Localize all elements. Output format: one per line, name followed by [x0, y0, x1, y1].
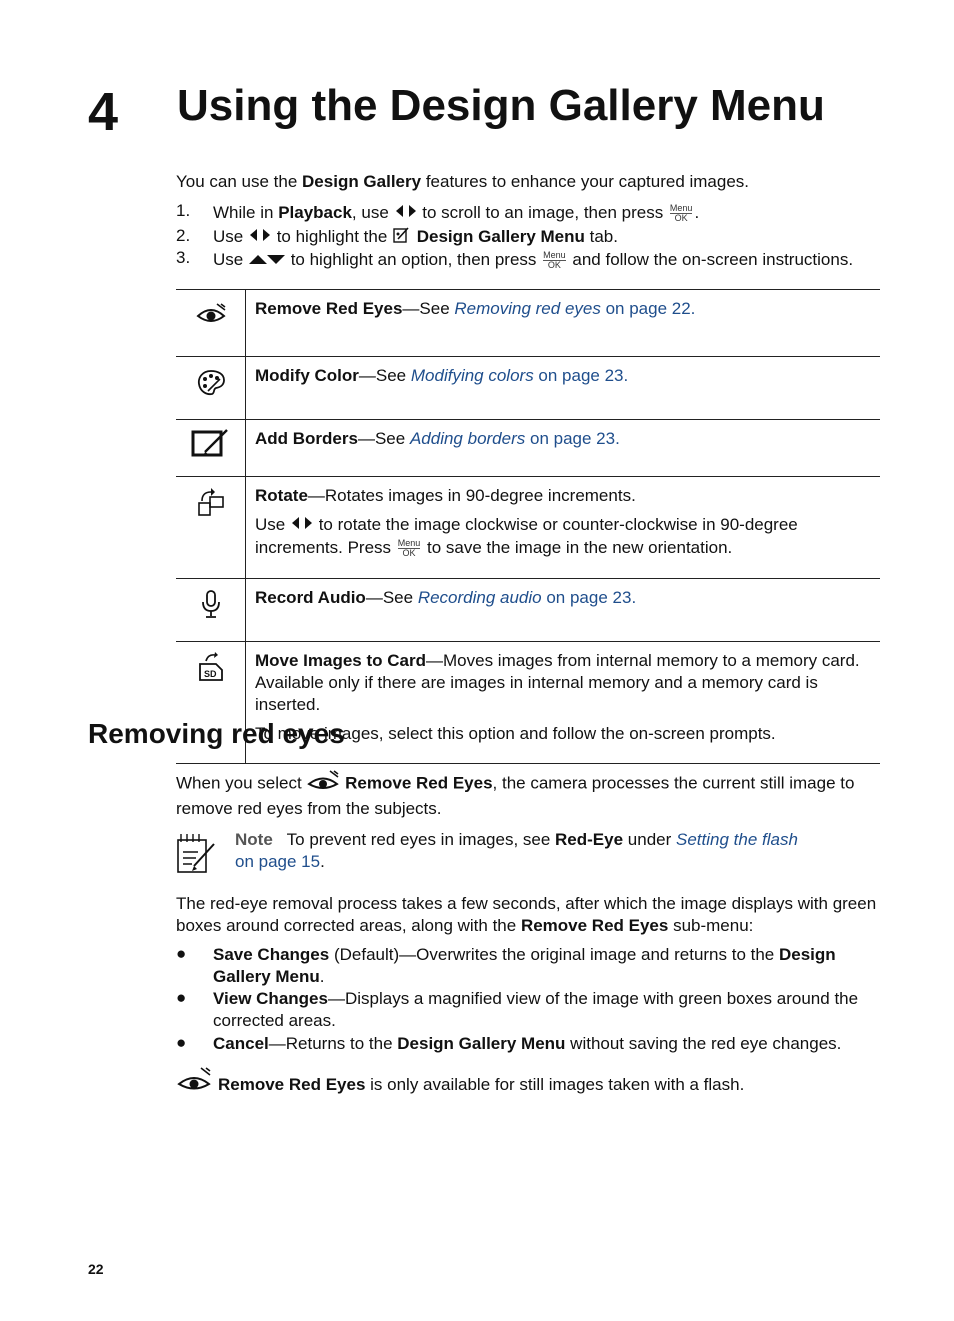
option-row-remove-red-eyes — [176, 290, 880, 357]
link-page: on page 23 — [533, 366, 624, 385]
note-text — [235, 829, 875, 873]
intro-paragraph — [176, 171, 749, 193]
option-see: —See — [402, 299, 455, 318]
note-end: . — [320, 852, 325, 871]
menu-ok-top: Menu — [669, 203, 693, 213]
option-icon-cell — [176, 477, 246, 579]
note-bold: Red-Eye — [555, 830, 624, 849]
rotate-icon — [196, 502, 226, 521]
menu-ok-bottom: OK — [543, 260, 566, 270]
option-title: Rotate — [255, 486, 308, 505]
bullet-item — [213, 1033, 883, 1055]
menu-ok-button-icon — [398, 539, 421, 558]
step-number: 1. — [176, 201, 191, 220]
option-see: —See — [357, 429, 410, 448]
option-icon-cell — [176, 420, 246, 477]
option-end: . — [615, 429, 620, 448]
bullet-bold: Design Gallery Menu — [397, 1034, 566, 1053]
option-text-part: to rotate the image clockwise or counter-clockwise in 90-degree increments. Press — [255, 515, 798, 557]
link-page: on page 22 — [600, 299, 691, 318]
page-number: 22 — [88, 1261, 104, 1277]
palette-icon — [196, 382, 226, 401]
step-text — [213, 203, 699, 224]
para-text: , the camera processes the current still image to remove red eyes from the subjects. — [176, 773, 855, 818]
chapter-number: 4 — [88, 82, 119, 142]
para-bold: Remove Red Eyes — [345, 773, 493, 793]
step-number: 2. — [176, 226, 191, 245]
option-title: Modify Color — [255, 366, 359, 385]
microphone-icon — [198, 604, 224, 623]
note-icon — [176, 832, 218, 879]
design-gallery-options-table — [176, 289, 880, 764]
option-text-cell — [246, 579, 881, 642]
option-title: Move Images to Card — [255, 651, 426, 670]
step-bold: Playback — [278, 203, 352, 222]
step-text-part: . — [694, 203, 700, 222]
step-text-part: Use — [213, 226, 248, 246]
step-text — [213, 250, 853, 271]
step-text-part: to highlight an option, then press — [285, 250, 542, 269]
option-see: —See — [358, 366, 411, 385]
option-row-record-audio — [176, 579, 880, 642]
step-text-part: , use — [351, 203, 394, 222]
option-desc: —Rotates images in 90-degree increments. — [307, 486, 636, 505]
step-text-part: to highlight the — [271, 226, 392, 246]
option-row-rotate — [176, 477, 880, 579]
red-eye-icon — [176, 1066, 212, 1099]
bullet-bold: Save Changes — [213, 945, 330, 964]
option-end: . — [631, 588, 637, 607]
option-end: . — [690, 299, 696, 318]
option-icon-cell — [176, 357, 246, 420]
bullet-dot: ● — [176, 988, 187, 1007]
footer-remark — [218, 1074, 744, 1096]
intro-bold: Design Gallery — [302, 172, 422, 191]
section-paragraph — [176, 770, 886, 820]
left-right-arrows-icon — [394, 203, 418, 224]
link-modifying-colors[interactable] — [411, 366, 624, 385]
design-gallery-icon — [392, 226, 412, 249]
bullet-text: —Displays a magnified view of the image with green boxes around the corrected areas. — [213, 989, 859, 1030]
step-text-part: tab. — [584, 226, 618, 246]
step-text-part: and follow the on-screen instructions. — [567, 250, 854, 269]
link-italic: Modifying colors — [410, 366, 534, 385]
bullet-bold: View Changes — [213, 989, 328, 1008]
menu-ok-button-icon — [543, 251, 566, 270]
svg-text:SD: SD — [203, 669, 217, 679]
step-text-part: to scroll to an image, then press — [417, 203, 668, 222]
menu-ok-top: Menu — [397, 537, 421, 548]
option-see: —See — [365, 588, 418, 607]
option-title: Record Audio — [255, 588, 366, 607]
note-label: Note — [235, 830, 273, 849]
option-desc-2: To move images, select this option and follow the on-screen prompts. — [255, 724, 776, 743]
link-page: on page 23 — [525, 429, 616, 448]
option-end: . — [623, 366, 629, 385]
intro-text-end: features to enhance your captured images. — [421, 172, 750, 191]
intro-text: You can use the — [176, 172, 303, 191]
menu-ok-bottom: OK — [398, 548, 421, 558]
para-text: The red-eye removal process takes a few seconds, after which the image displays with green boxes around corrected areas, along with the — [176, 894, 877, 935]
link-recording-audio[interactable] — [418, 588, 632, 607]
note-part: under — [623, 830, 676, 849]
option-text-cell — [246, 290, 881, 357]
bullet-bold: Design Gallery Menu — [213, 945, 836, 986]
bullet-text: —Returns to the — [268, 1034, 398, 1053]
menu-ok-button-icon — [670, 204, 693, 223]
sd-card-icon — [196, 667, 226, 686]
link-italic: Removing red eyes — [454, 299, 601, 318]
bullet-text: (Default)—Overwrites the original image and returns to the — [329, 945, 779, 964]
bullet-item — [213, 944, 883, 988]
step-text-part: While in — [213, 203, 279, 222]
bullet-dot: ● — [176, 1033, 187, 1052]
link-italic: Adding borders — [409, 429, 526, 448]
option-row-modify-color — [176, 357, 880, 420]
option-text-part: Use — [255, 515, 290, 534]
menu-ok-top: Menu — [543, 250, 566, 260]
option-title: Add Borders — [255, 429, 358, 448]
border-icon — [191, 443, 231, 462]
chapter-title: Using the Design Gallery Menu — [177, 81, 825, 130]
option-text-cell — [246, 420, 881, 477]
menu-ok-bottom: OK — [670, 213, 693, 223]
option-title: Remove Red Eyes — [255, 299, 403, 318]
bullet-end: without saving the red eye changes. — [565, 1034, 842, 1053]
para-text: sub-menu: — [668, 916, 754, 935]
section-heading: Removing red eyes — [88, 718, 345, 749]
option-desc: —Moves images from internal memory to a memory card. Available only if there are images in internal memory and a memory card is inserted. — [255, 651, 860, 714]
option-text-cell — [246, 477, 881, 579]
option-text-cell — [246, 357, 881, 420]
step-bold: Design Gallery Menu — [416, 226, 585, 246]
link-adding-borders[interactable] — [410, 429, 615, 448]
link-removing-red-eyes[interactable] — [454, 299, 690, 318]
footer-text: is only available for still images taken with a flash. — [365, 1075, 745, 1094]
red-eye-icon — [195, 313, 227, 332]
note-part: To prevent red eyes in images, see — [286, 830, 556, 849]
option-icon-cell — [176, 290, 246, 357]
step-text — [213, 226, 618, 249]
bullet-bold: Cancel — [213, 1034, 269, 1053]
step-text-part: Use — [213, 250, 248, 269]
link-italic: Setting the flash — [676, 830, 798, 849]
option-text-part: to save the image in the new orientation. — [422, 537, 733, 557]
left-right-arrows-icon — [248, 227, 272, 248]
footer-bold: Remove Red Eyes — [218, 1075, 366, 1094]
link-page: on page 23 — [541, 588, 632, 607]
up-down-arrows-icon — [248, 251, 286, 271]
section-paragraph-2 — [176, 893, 886, 937]
bullet-item — [213, 988, 883, 1032]
link-page: on page 15 — [235, 852, 321, 871]
bullet-end: . — [319, 967, 325, 986]
step-number: 3. — [176, 248, 191, 267]
red-eye-icon — [306, 770, 340, 798]
para-bold: Remove Red Eyes — [520, 916, 669, 935]
option-row-add-borders — [176, 420, 880, 477]
bullet-dot: ● — [176, 944, 187, 963]
option-icon-cell — [176, 579, 246, 642]
left-right-arrows-icon — [290, 515, 314, 537]
link-italic: Recording audio — [417, 588, 542, 607]
para-text: When you select — [176, 773, 307, 793]
